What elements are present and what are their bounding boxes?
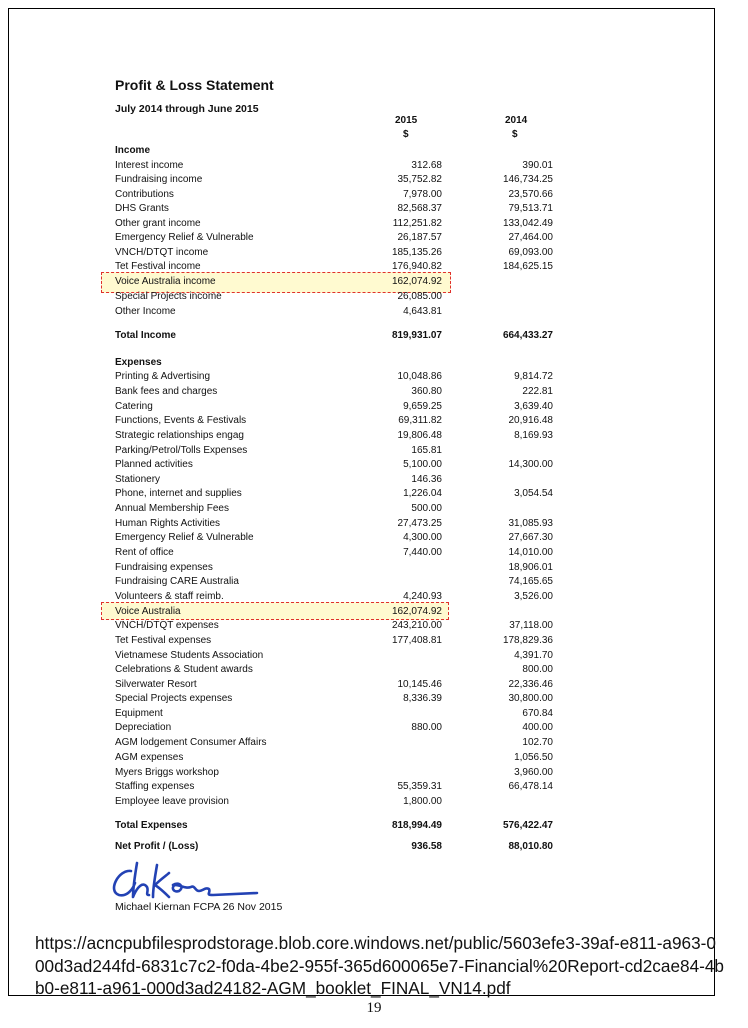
row-label: Depreciation — [115, 722, 172, 733]
line-item-row — [107, 458, 567, 472]
line-item-row — [107, 561, 567, 575]
section-heading — [107, 356, 567, 370]
value-2014: 664,433.27 — [502, 330, 553, 341]
row-label: Total Expenses — [115, 820, 188, 831]
value-2014: 18,906.01 — [508, 562, 553, 573]
line-item-row — [107, 473, 567, 487]
value-2014: 178,829.36 — [502, 635, 553, 646]
value-2014: 66,478.14 — [508, 781, 553, 792]
row-label: Fundraising CARE Australia — [115, 576, 239, 587]
line-item-row — [107, 159, 567, 173]
value-2015: 146.36 — [411, 474, 442, 485]
line-item-row — [107, 246, 567, 260]
line-item-row — [107, 487, 567, 501]
line-item-row — [107, 444, 567, 458]
line-item-row — [107, 414, 567, 428]
value-2014: 14,010.00 — [508, 547, 553, 558]
row-label: Emergency Relief & Vulnerable — [115, 532, 254, 543]
value-2015: 26,187.57 — [397, 232, 442, 243]
value-2015: 19,806.48 — [397, 430, 442, 441]
value-2015: 185,135.26 — [391, 247, 442, 258]
value-2015: 818,994.49 — [391, 820, 442, 831]
value-2015: 55,359.31 — [397, 781, 442, 792]
row-label: Other Income — [115, 306, 176, 317]
line-item-row — [107, 575, 567, 589]
row-label: Special Projects income — [115, 291, 222, 302]
value-2015: 82,568.37 — [397, 203, 442, 214]
row-label: Volunteers & staff reimb. — [115, 591, 224, 602]
value-2014: 390.01 — [522, 160, 553, 171]
value-2014: 1,056.50 — [514, 752, 553, 763]
value-2014: 133,042.49 — [502, 218, 553, 229]
row-label: Emergency Relief & Vulnerable — [115, 232, 254, 243]
line-item-row — [107, 385, 567, 399]
value-2014: 576,422.47 — [502, 820, 553, 831]
source-url: https://acncpubfilesprodstorage.blob.core.windows.net/public/5603efe3-39af-e811-a963-000d3ad244fd-6831c7c2-f0da-4be2-955f-365d600065e7-Financial%20Report-cd2cae84-4bb0-e811-a961-000d3ad24182-AGM_booklet_FINAL_VN14.pdf — [35, 933, 724, 998]
value-2014: 27,464.00 — [508, 232, 553, 243]
value-2014: 30,800.00 — [508, 693, 553, 704]
value-2015: 819,931.07 — [391, 330, 442, 341]
line-item-row — [107, 546, 567, 560]
row-label: Rent of office — [115, 547, 174, 558]
line-item-row — [107, 707, 567, 721]
value-2014: 79,513.71 — [508, 203, 553, 214]
value-2014: 102.70 — [522, 737, 553, 748]
value-2014: 800.00 — [522, 664, 553, 675]
value-2014: 4,391.70 — [514, 650, 553, 661]
value-2015: 7,978.00 — [403, 189, 442, 200]
row-label: VNCH/DTQT expenses — [115, 620, 219, 631]
line-item-row — [107, 275, 567, 289]
column-header-2015: 2015 — [395, 115, 418, 126]
value-2015: 4,240.93 — [403, 591, 442, 602]
row-label: AGM lodgement Consumer Affairs — [115, 737, 267, 748]
currency-2014: $ — [512, 129, 518, 140]
line-item-row — [107, 429, 567, 443]
line-item-row — [107, 502, 567, 516]
value-2014: 184,625.15 — [502, 261, 553, 272]
value-2015: 243,210.00 — [391, 620, 442, 631]
currency-2015: $ — [403, 129, 409, 140]
row-label: Expenses — [115, 357, 162, 368]
value-2014: 670.84 — [522, 708, 553, 719]
value-2014: 3,054.54 — [514, 488, 553, 499]
value-2015: 5,100.00 — [403, 459, 442, 470]
value-2015: 27,473.25 — [397, 518, 442, 529]
value-2014: 23,570.66 — [508, 189, 553, 200]
statement-period: July 2014 through June 2015 — [115, 103, 259, 115]
value-2015: 162,074.92 — [391, 276, 442, 287]
value-2015: 7,440.00 — [403, 547, 442, 558]
value-2014: 37,118.00 — [509, 620, 553, 631]
row-label: Staffing expenses — [115, 781, 195, 792]
line-item-row — [107, 400, 567, 414]
row-label: Income — [115, 145, 151, 156]
line-item-row — [107, 517, 567, 531]
line-item-row — [107, 202, 567, 216]
line-item-row — [107, 370, 567, 384]
line-item-row — [107, 217, 567, 231]
line-item-row — [107, 173, 567, 187]
value-2014: 8,169.93 — [514, 430, 553, 441]
value-2015: 1,800.00 — [403, 796, 442, 807]
row-label: Tet Festival income — [115, 261, 201, 272]
value-2014: 146,734.25 — [502, 174, 553, 185]
row-label: Functions, Events & Festivals — [115, 415, 247, 426]
value-2014: 14,300.00 — [508, 459, 553, 470]
line-item-row — [107, 231, 567, 245]
row-label: Vietnamese Students Association — [115, 650, 264, 661]
row-label: Human Rights Activities — [115, 518, 221, 529]
row-label: Fundraising expenses — [115, 562, 213, 573]
value-2014: 74,165.65 — [508, 576, 553, 587]
value-2015: 162,074.92 — [391, 606, 442, 617]
line-item-row — [107, 780, 567, 794]
line-item-row — [107, 678, 567, 692]
value-2015: 500.00 — [411, 503, 442, 514]
value-2015: 177,408.81 — [391, 635, 442, 646]
line-item-row — [107, 305, 567, 319]
line-item-row — [107, 721, 567, 735]
row-label: Bank fees and charges — [115, 386, 218, 397]
signature-image — [109, 857, 259, 907]
row-label: Celebrations & Student awards — [115, 664, 253, 675]
value-2015: 69,311.82 — [398, 415, 442, 426]
total-row — [107, 819, 567, 833]
value-2014: 3,960.00 — [514, 767, 553, 778]
section-heading — [107, 144, 567, 158]
row-label: Special Projects expenses — [115, 693, 233, 704]
value-2014: 9,814.72 — [514, 371, 553, 382]
value-2014: 88,010.80 — [508, 841, 553, 852]
line-item-row — [107, 766, 567, 780]
row-label: Annual Membership Fees — [115, 503, 229, 514]
line-item-row — [107, 605, 567, 619]
value-2015: 26,085.00 — [397, 291, 442, 302]
row-label: Interest income — [115, 160, 184, 171]
row-label: Printing & Advertising — [115, 371, 211, 382]
line-item-row — [107, 751, 567, 765]
row-label: Net Profit / (Loss) — [115, 841, 199, 852]
column-header-2014: 2014 — [505, 115, 528, 126]
value-2015: 10,048.86 — [397, 371, 442, 382]
value-2015: 4,300.00 — [403, 532, 442, 543]
page-number: 19 — [366, 1000, 382, 1016]
document-frame — [8, 8, 724, 998]
row-label: Contributions — [115, 189, 174, 200]
line-item-row — [107, 736, 567, 750]
line-item-row — [107, 663, 567, 677]
value-2014: 69,093.00 — [508, 247, 553, 258]
total-row — [107, 329, 567, 343]
row-label: Phone, internet and supplies — [115, 488, 242, 499]
value-2014: 222.81 — [522, 386, 553, 397]
value-2015: 112,251.82 — [392, 218, 442, 229]
value-2015: 312.68 — [411, 160, 442, 171]
total-row — [107, 840, 567, 854]
line-item-row — [107, 795, 567, 809]
row-label: Planned activities — [115, 459, 193, 470]
value-2014: 3,639.40 — [514, 401, 553, 412]
value-2015: 35,752.82 — [397, 174, 442, 185]
row-label: Total Income — [115, 330, 176, 341]
row-label: Parking/Petrol/Tolls Expenses — [115, 445, 248, 456]
row-label: Tet Festival expenses — [115, 635, 212, 646]
value-2014: 22,336.46 — [508, 679, 553, 690]
value-2015: 1,226.04 — [403, 488, 442, 499]
value-2014: 400.00 — [522, 722, 553, 733]
row-label: Voice Australia — [115, 606, 181, 617]
row-label: Fundraising income — [115, 174, 203, 185]
value-2015: 9,659.25 — [403, 401, 442, 412]
value-2014: 20,916.48 — [508, 415, 553, 426]
line-item-row — [107, 619, 567, 633]
value-2015: 10,145.46 — [397, 679, 442, 690]
row-label: Equipment — [115, 708, 163, 719]
line-item-row — [107, 188, 567, 202]
signatory-name: Michael Kiernan FCPA 26 Nov 2015 — [115, 901, 283, 913]
value-2015: 360.80 — [411, 386, 442, 397]
row-label: DHS Grants — [115, 203, 169, 214]
line-item-row — [107, 290, 567, 304]
row-label: VNCH/DTQT income — [115, 247, 209, 258]
row-label: Other grant income — [115, 218, 201, 229]
row-label: Strategic relationships engag — [115, 430, 244, 441]
row-label: Silverwater Resort — [115, 679, 197, 690]
row-label: Employee leave provision — [115, 796, 229, 807]
value-2014: 27,667.30 — [508, 532, 553, 543]
value-2015: 4,643.81 — [403, 306, 442, 317]
value-2015: 936.58 — [411, 841, 442, 852]
line-item-row — [107, 531, 567, 545]
line-item-row — [107, 649, 567, 663]
value-2014: 3,526.00 — [514, 591, 553, 602]
row-label: Myers Briggs workshop — [115, 767, 219, 778]
value-2015: 880.00 — [411, 722, 442, 733]
value-2015: 8,336.39 — [403, 693, 442, 704]
row-label: Voice Australia income — [115, 276, 216, 287]
statement-title: Profit & Loss Statement — [115, 77, 274, 93]
row-label: Stationery — [115, 474, 161, 485]
value-2014: 31,085.93 — [508, 518, 553, 529]
value-2015: 165.81 — [411, 445, 442, 456]
line-item-row — [107, 634, 567, 648]
row-label: Catering — [115, 401, 153, 412]
row-label: AGM expenses — [115, 752, 184, 763]
value-2015: 176,940.82 — [391, 261, 442, 272]
line-item-row — [107, 692, 567, 706]
